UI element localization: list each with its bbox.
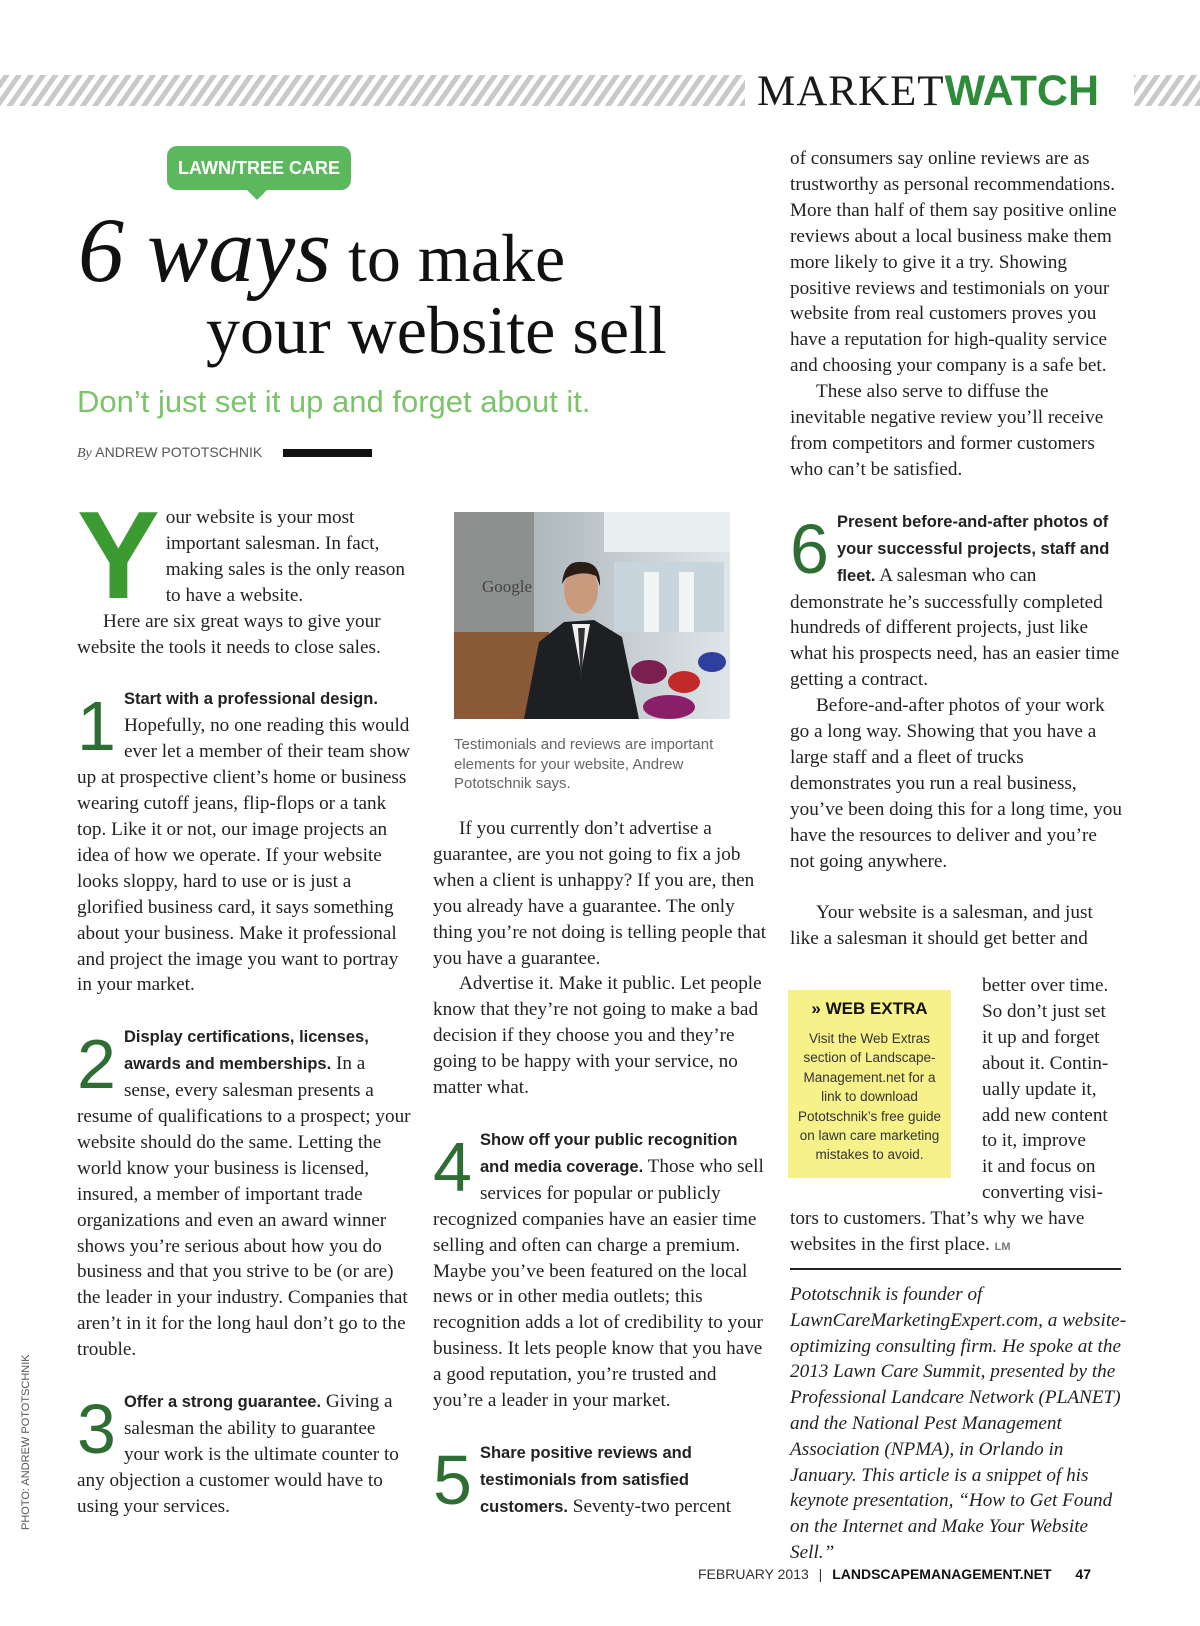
column-1 [77, 487, 412, 1520]
closing-wrap [982, 973, 1142, 1206]
tip-3-text: Giving a salesman the ability to guarantee your work is the ultimate counter to any objection a customer would have to using your services. [77, 1391, 399, 1517]
tip-6-text: A salesman who can demonstrate he’s successfully completed hundreds of different projects, just like what his prospects need, has an easier time getting a contract. [790, 564, 1120, 691]
closing-line: So don’t just set [982, 1000, 1106, 1022]
tip-2-lead: Display certifications, licenses, awards and memberships. [123, 1028, 369, 1074]
intro-paragraph: our website is your most important salesman. In fact, making sales is the only reason to have a website. [165, 507, 405, 606]
tip-5-lead: Share positive reviews and testimonials from satisfied customers. [479, 1443, 692, 1516]
col3-paragraph-3: Before-and-after photos of your work go a long way. Showing that you have a large staff and a fleet of trucks demonstrates you run a real business, you’ve been doing this for a long time, you have the resources to deliver and you’re not going anywhere. [790, 695, 1122, 872]
author-photo [454, 512, 730, 719]
closing-end-text: tors to customers. That’s why we have websites in the first place. [790, 1208, 1085, 1255]
drop-cap: Y [77, 487, 160, 625]
column-3 [790, 146, 1125, 952]
tip-5 [433, 1440, 768, 1521]
closing-line: about it. Contin- [982, 1052, 1109, 1074]
col2-paragraph-1: If you currently don’t advertise a guarantee, are you not going to fix a job when a client is unhappy? If you are, then you already have a guarantee. The only thing you’re not doing is telling people that you have a guarantee. [433, 818, 767, 969]
photo-caption: Testimonials and reviews are important elements for your website, Andrew Pototschnik says. [454, 736, 714, 793]
closing-end [790, 1206, 1130, 1261]
closing-line: it and focus on [982, 1156, 1096, 1178]
tip-4-number: 4 [433, 1127, 472, 1206]
footer-separator: | [818, 1566, 823, 1582]
google-sign: Google [482, 577, 533, 596]
tip-6 [790, 509, 1125, 693]
tip-3-number: 3 [77, 1390, 116, 1469]
tip-2-text: In a sense, every salesman presents a resume of qualifications to a prospect; your website should do the same. Letting the world know your business is licensed, insured, a member of important trade organizations and even an award winner shows you’re serious about how you do business and that you strive to be (or are) the leader in your industry. Companies that aren’t in it for the long haul don’t go to the trouble. [77, 1053, 411, 1361]
bio-rule [790, 1268, 1121, 1270]
col2-paragraph-2: Advertise it. Make it public. Let people know that they’re not going to make a bad decision if they choose you and they’re going to be happy with your service, no matter what. [433, 973, 762, 1099]
tip-3 [77, 1389, 412, 1520]
web-extra-title: » WEB EXTRA [811, 999, 928, 1018]
tip-4-lead: Show off your public recognition and media coverage. [479, 1130, 738, 1176]
tip-6-lead: Present before-and-after photos of your successful projects, staff and fleet. [836, 512, 1110, 585]
header-stripe-left [0, 75, 745, 106]
byline-bar [283, 449, 372, 457]
tip-3-lead: Offer a strong guarantee. [123, 1393, 322, 1412]
closing-line: it up and forget [982, 1026, 1100, 1048]
category-tag: LAWN/TREE CARE [167, 146, 351, 190]
masthead [757, 66, 1099, 117]
closing-line: add new content [982, 1104, 1108, 1126]
headline-line2: your website sell [206, 292, 667, 368]
tip-5-number: 5 [433, 1440, 472, 1519]
byline-prefix: By [77, 446, 92, 461]
col3-paragraph-1: of consumers say online reviews are as trustworthy as personal recommendations. More than half of them say positive online reviews about a local business make them more likely to give it a try. Showing positive reviews and testimonials on your website from real customers proves you have a reputation for high-quality service and choosing your company is a safe bet. [790, 148, 1117, 377]
masthead-market: MARKET [757, 68, 945, 115]
header-stripe-right [1134, 75, 1200, 106]
masthead-watch: WATCH [944, 67, 1100, 115]
page-footer [698, 1566, 1091, 1582]
byline [77, 444, 262, 462]
closing-line: converting visi- [982, 1182, 1103, 1204]
footer-site: LANDSCAPEMANAGEMENT.NET [832, 1566, 1052, 1582]
byline-author: ANDREW POTOTSCHNIK [95, 444, 263, 460]
tip-4-text: Those who sell services for popular or publicly recognized companies have an easier time selling and often can charge a premium. Maybe you’ve been featured on the local news or in other media outlets; this recognition adds a lot of credibility to your business. It lets people know that you have a good reputation, you’re trusted and you’re a leader in your market. [433, 1155, 764, 1412]
photo-credit: PHOTO: ANDREW POTOTSCHNIK [20, 1354, 32, 1530]
web-extra-box [788, 990, 951, 1178]
intro-paragraph-2: Here are six great ways to give your website the tools it needs to close sales. [77, 610, 381, 658]
web-extra-text: Visit the Web Extras section of Landscape-Management.net for a link to download Pototschnik’s free guide on lawn care marketing mistakes to avoid. [797, 1031, 942, 1163]
tip-5-text: Seventy-two percent [567, 1495, 732, 1517]
tip-6-number: 6 [790, 509, 829, 588]
closing-line: to it, improve [982, 1130, 1086, 1152]
author-photo-image [454, 512, 730, 719]
col3-paragraph-2: These also serve to diffuse the inevitable negative review you’ll receive from competitors and former customers who can’t be satisfied. [790, 381, 1104, 480]
tip-1-number: 1 [77, 687, 116, 766]
tip-2 [77, 1024, 412, 1363]
closing-line: ually update it, [982, 1078, 1097, 1100]
page-number: 47 [1075, 1566, 1091, 1582]
column-2 [433, 816, 768, 1521]
tip-4 [433, 1127, 768, 1414]
headline-big: 6 ways [78, 199, 331, 301]
footer-issue: FEBRUARY 2013 [698, 1566, 809, 1582]
tip-1-lead: Start with a professional design. [123, 690, 378, 709]
tip-1 [77, 686, 412, 998]
author-bio: Pototschnik is founder of LawnCareMarketingExpert.com, a website-optimizing consulting firm. He spoke at the 2013 Lawn Care Summit, presented by the Professional Landcare Network (PLANET) and the National Pest Management Association (NPMA), in Orlando in January. This article is a snippet of his keynote presentation, “How to Get Found on the Internet and Make Your Website Sell.” [790, 1284, 1127, 1563]
closing-paragraph-start: Your website is a salesman, and just like a salesman it should get better and [790, 902, 1093, 950]
tip-1-text: Hopefully, no one reading this would ever let a member of their team show up at prospective client’s home or business wearing cutoff jeans, flip-flops or a tank top. Like it or not, our image projects an idea of how we operate. If your website looks sloppy, hard to use or is just a glorified business card, it says something about your business. Make it professional and project the image you want to portray in your market. [77, 715, 411, 996]
headline-rest: to make [331, 220, 566, 296]
tip-2-number: 2 [77, 1025, 116, 1104]
closing-line: better over time. [982, 975, 1109, 996]
deck: Don’t just set it up and forget about it. [77, 384, 591, 419]
end-mark: LM [994, 1240, 1011, 1253]
